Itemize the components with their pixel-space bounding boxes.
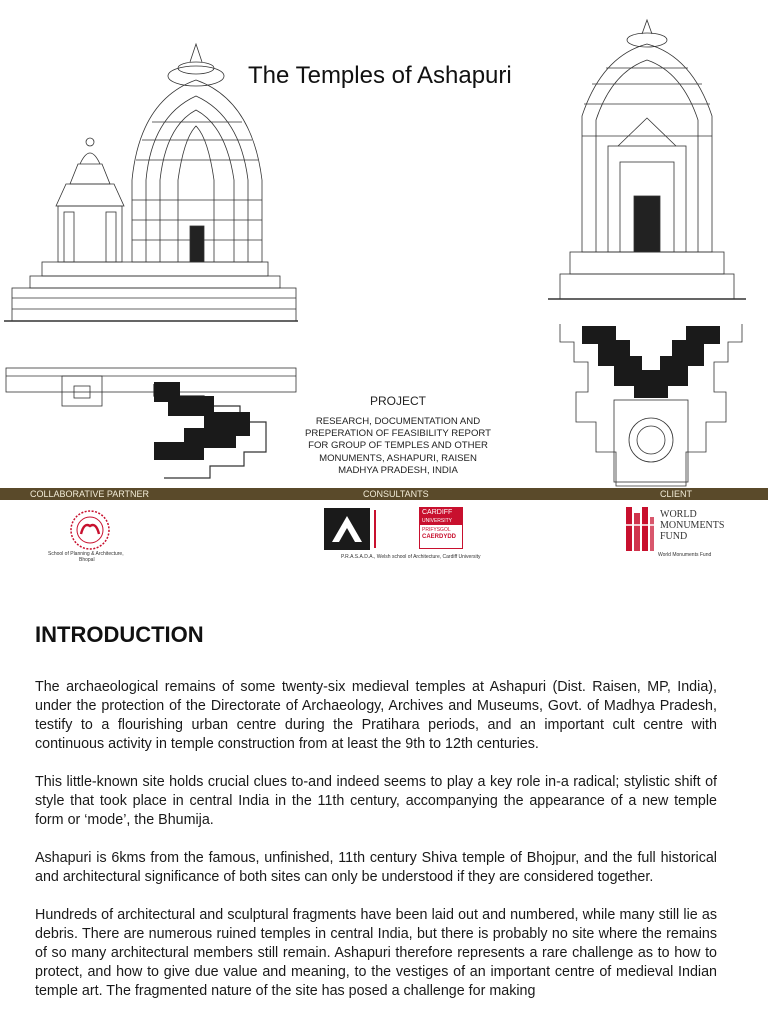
- introduction-section: [35, 622, 717, 1020]
- project-line: MONUMENTS, ASHAPURI, RAISEN: [319, 452, 477, 464]
- band-label-consultants: CONSULTANTS: [363, 489, 429, 499]
- section-heading: INTRODUCTION: [35, 622, 204, 647]
- spa-bhopal-logo: [64, 508, 116, 552]
- prasada-logo: [324, 508, 370, 550]
- wmf-logo: [622, 505, 658, 553]
- temple-front-elevation-drawing: [546, 16, 748, 304]
- cardiff-university-logo: [419, 507, 463, 549]
- project-line: RESEARCH, DOCUMENTATION AND: [315, 416, 481, 427]
- temple-plan-drawing-right: [556, 322, 746, 488]
- project-description: [296, 416, 500, 477]
- project-line: FOR GROUP OF TEMPLES AND OTHER: [308, 440, 488, 452]
- project-line: PREPERATION OF FEASIBILITY REPORT: [304, 428, 492, 440]
- paragraph: Ashapuri is 6kms from the famous, unfinished, 11th century Shiva temple of Bhojpur, and the full historical and architectural significance of both sites can only be understood if they are considered together.: [35, 850, 717, 885]
- caerdydd-label: CAERDYDD: [422, 534, 457, 540]
- prifysgol-label: PRIFYSGOL: [422, 527, 451, 533]
- paragraph: The archaeological remains of some twenty-six medieval temples at Ashapuri (Dist. Raisen, MP, India), under the protection of the Directorate of Archaeology, Archives and Museums, Govt. of Madhya Pradesh, testify to a flourishing urban centre during the Pratihara periods, and an important cult centre with continuous activity in temple construction from at least the 9th to 12th centuries.: [35, 679, 717, 752]
- logo-divider: [374, 510, 376, 548]
- partners-band: [0, 488, 768, 500]
- cardiff-university-label: UNIVERSITY: [420, 518, 462, 525]
- poster-title: The Temples of Ashapuri: [248, 62, 512, 89]
- consultants-caption: P.R.A.S.A.D.A., Welsh school of Architecture, Cardiff University: [341, 554, 481, 560]
- spa-caption-1: School of Planning & Architecture,: [48, 551, 124, 557]
- spa-caption-2: Bhopal: [79, 557, 95, 563]
- cardiff-label: CARDIFF: [420, 508, 462, 518]
- project-line: MADHYA PRADESH, INDIA: [338, 464, 458, 476]
- paragraph: This little-known site holds crucial clues to-and indeed seems to play a key role in-a radical; stylistic shift of style that took place in central India in the 11th century, accompanying the appearance of a new temple form or ‘mode’, the Bhumija.: [35, 774, 717, 828]
- wmf-line: FUND: [660, 531, 688, 542]
- paragraph: Hundreds of architectural and sculptural fragments have been laid out and numbered, while many still lie as debris. There are numerous ruined temples in central India, but there is probably no site where the remains of so many architectural members still remain. Ashapuri therefore represents a rare challenge as to how to protect, and how to give due value and meaning, to the vestiges of an important centre of medieval Indian temple art. The fragmented nature of the site has posed a challenge for making: [35, 907, 717, 999]
- band-label-partner: COLLABORATIVE PARTNER: [30, 489, 150, 499]
- band-label-client: CLIENT: [660, 489, 693, 499]
- project-heading: PROJECT: [369, 394, 426, 408]
- wmf-wordmark: [660, 509, 724, 542]
- wmf-caption: World Monuments Fund: [658, 552, 712, 558]
- wmf-line: WORLD: [660, 509, 697, 520]
- wmf-line: MONUMENTS: [660, 520, 725, 531]
- temple-plan-drawing-left: [4, 366, 300, 488]
